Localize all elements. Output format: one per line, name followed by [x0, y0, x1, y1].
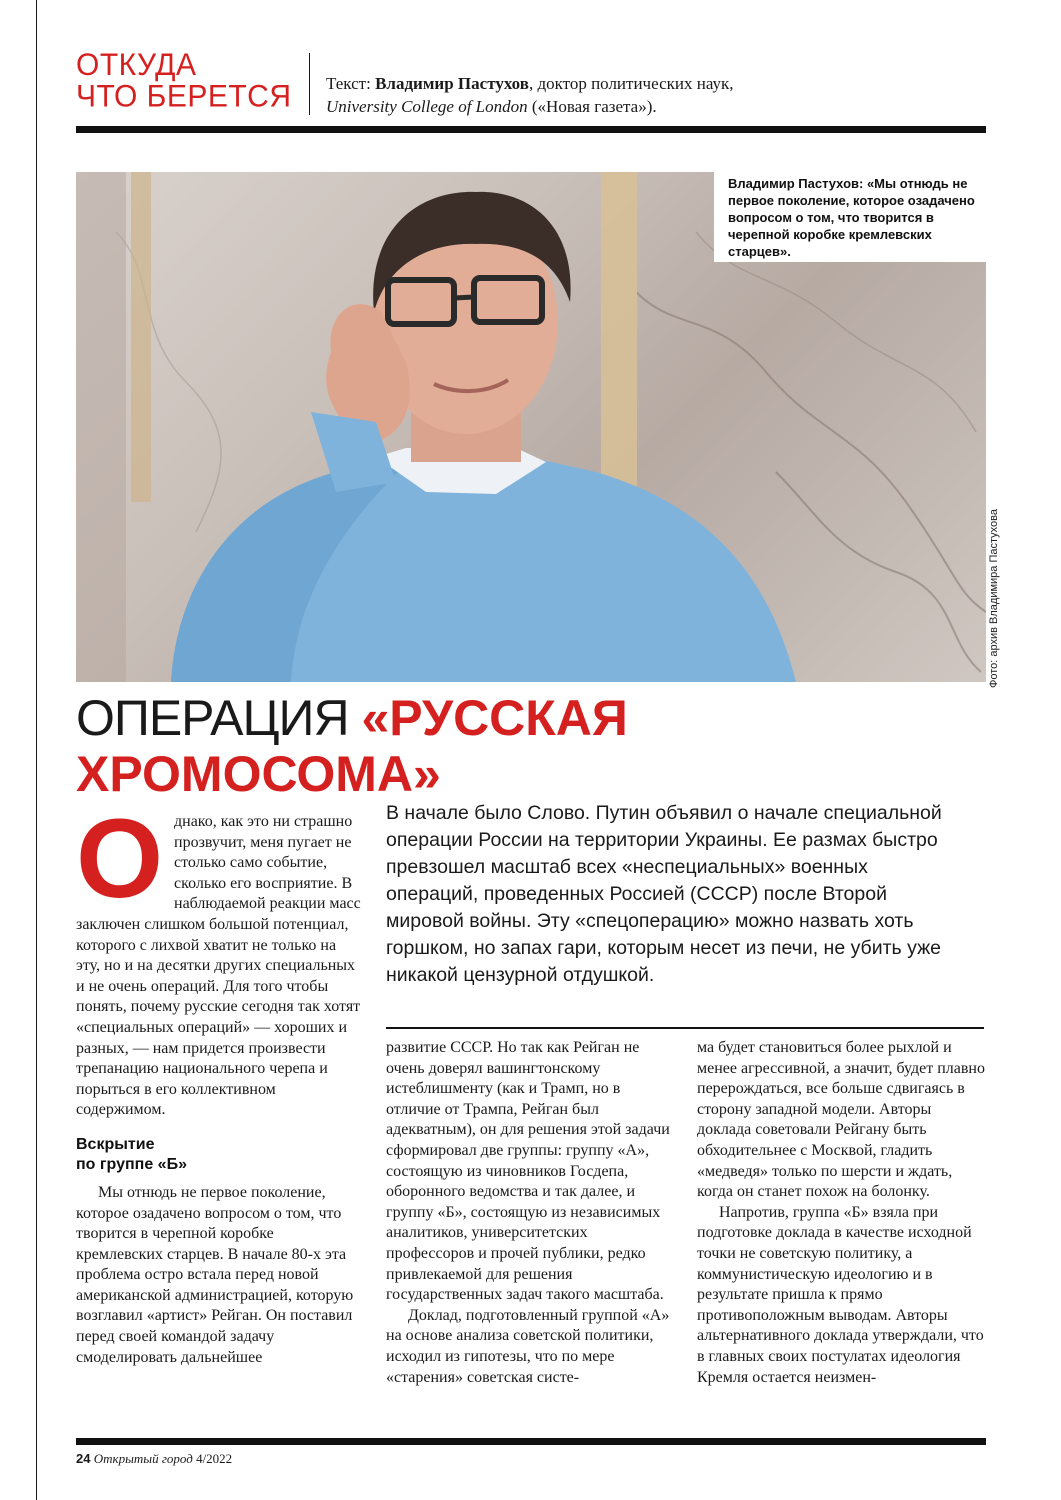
page-number: 24	[76, 1451, 91, 1466]
section-rubric	[76, 47, 292, 115]
headline-part-2: «РУССКАЯ	[361, 690, 628, 746]
credit-source: («Новая газета»).	[527, 97, 657, 116]
credit-prefix: Текст:	[326, 74, 376, 93]
headline-part-3: ХРОМОСОМА»	[76, 746, 441, 802]
magazine-name: Открытый город	[90, 1451, 193, 1466]
credit-institution: University College of London	[326, 97, 528, 116]
paragraph-1: днако, как это ни страшно прозвучит, меня пугает не столько само событие, сколько его восприятие. В наблюдаемой реакции масс заключен слишком большой потенциал, которого с лихвой хватит не только на эту, но и на десятки других специальных и не очень операций. Для того чтобы понять, почему русские сегодня так хотят «специальных операций» — хороших и разных, — нам придется произвести трепанацию национального черепа и порыться в его коллективном содержимом.	[76, 813, 361, 1119]
paragraph-4: Доклад, подготовленный группой «А» на основе анализа советской политики, исходил из гипотезы, что по мере «старения» советская систе-	[386, 1306, 670, 1386]
author-credit	[326, 72, 846, 118]
headline-part-1: ОПЕРАЦИЯ	[76, 690, 362, 746]
footer-rule	[76, 1438, 986, 1445]
subheading-line-1: Вскрытие	[76, 1135, 155, 1153]
subheading	[76, 1135, 364, 1175]
credit-role: , доктор политических наук,	[528, 74, 734, 93]
issue-number: 4/2022	[192, 1451, 233, 1466]
rubric-line-2: ЧТО БЕРЕТСЯ	[76, 79, 292, 115]
subheading-line-2: по группе «Б»	[76, 1155, 187, 1173]
page-footer	[76, 1451, 232, 1467]
article-lead: В начале было Слово. Путин объявил о начале специальной операции России на территории Украины. Ее размах быстро превзошел масштаб всех «неспециальных» военных операций, проведенных Россией (СССР) после Второй мировой войны. Эту «спецоперацию» можно назвать хоть горшком, но запах гари, которым несет из печи, не убить уже никакой цензурной отдушкой.	[386, 802, 942, 986]
header-divider	[309, 53, 310, 115]
left-margin-rule	[36, 0, 37, 1500]
paragraph-6: Напротив, группа «Б» взяла при подготовке доклада в качестве исходной точки не советскую политику, а коммунистическую идеологию и в результате пришла к прямо противоположным выводам. Авторы альтернативного доклада утверждали, что в главных своих постулатах идеология Кремля остается неизмен-	[697, 1203, 984, 1386]
photo-credit-text: Фото: архив Владимира Пастухова	[988, 509, 1000, 688]
paragraph-2: Мы отнюдь не первое поколение, которое озадачено вопросом о том, что творится в черепной коробке кремлевских старцев. В начале 80-х эта проблема остро встала перед новой американской администрацией, которую возглавил «артист» Рейган. Он поставил перед своей командой задачу смоделировать дальнейшее	[76, 1183, 354, 1366]
article-headline	[76, 690, 628, 802]
paragraph-5: ма будет становиться более рыхлой и менее агрессивной, а значит, будет плавно перерождаться, все больше сдвигаясь в сторону западной модели. Авторы доклада советовали Рейгану быть обходительнее с Москвой, гладить «медведя» только по шерсти и ждать, когда он станет похож на болонку.	[697, 1039, 985, 1201]
credit-author: Владимир Пастухов	[375, 74, 529, 93]
caption-box	[714, 172, 986, 262]
photo-caption: Владимир Пастухов: «Мы отнюдь не первое поколение, которое озадачено вопросом о том, что творится в черепной коробке кремлевских старцев».	[728, 176, 975, 259]
body-column-2	[386, 1038, 678, 1388]
rubric-line-1: ОТКУДА	[76, 47, 197, 83]
lead-rule	[386, 1027, 984, 1029]
paragraph-3: развитие СССР. Но так как Рейган не очень доверял вашингтонскому истеблишменту (как и Трамп, но в отличие от Трампа, Рейган был адекватным), он для решения этой задачи сформировал две группы: группу «А», состоящую из чиновников Госдепа, оборонного ведомства и так далее, и группу «Б», состоящую из независимых аналитиков, университетских профессоров и прочей публики, редко привлекаемой для решения государственных задач такого масштаба.	[386, 1039, 670, 1304]
header-rule	[76, 126, 986, 133]
body-column-3	[697, 1038, 987, 1388]
body-column-1	[76, 796, 364, 1368]
author-photo	[76, 172, 986, 682]
drop-cap: О	[76, 796, 164, 921]
